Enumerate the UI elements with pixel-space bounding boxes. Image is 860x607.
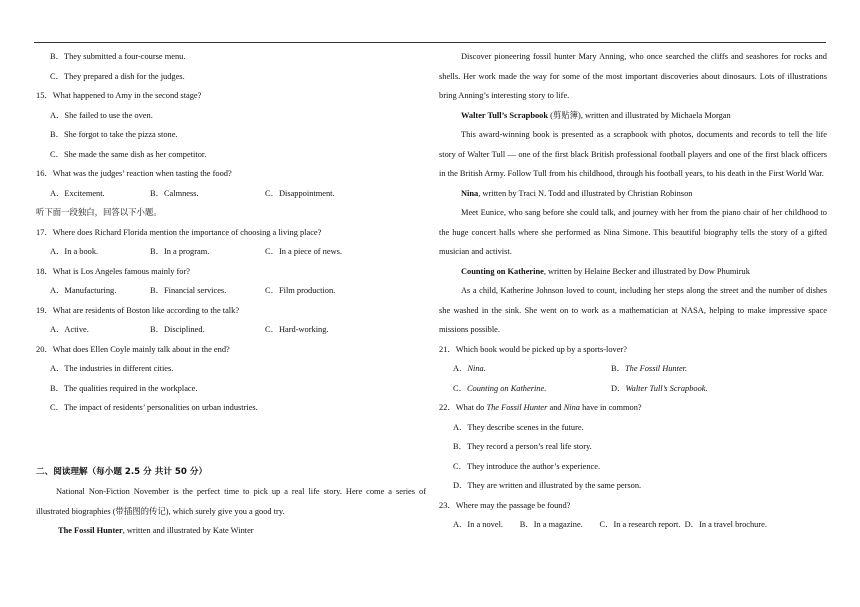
q21-option-d-text: Walter Tull’s Scrapbook. <box>625 383 708 393</box>
q22-stem-pre: 22．What do <box>439 403 487 412</box>
q21-option-b-text: The Fossil Hunter. <box>624 364 688 373</box>
q20-option-c: C．The impact of residents’ personalities on urban industries. <box>50 403 258 412</box>
tull-heading <box>439 106 827 126</box>
intro-paragraph: National Non-Fiction November is the perfect time to pick up a real life story. Here come a series of illustrated biographies (带插图的传记), which surely give you a good try. <box>36 487 426 516</box>
q15-option-c: C．She made the same dish as her competitor. <box>50 149 207 159</box>
q21-option-a-text: Nina. <box>467 364 486 373</box>
q22-stem-mid: and <box>547 403 564 412</box>
q17-option-b: B．In a program. <box>150 247 210 256</box>
q21-option-c-letter: C． <box>453 383 467 393</box>
q17-stem: 17．Where does Richard Florida mention the importance of choosing a living place? <box>36 227 322 237</box>
q21-options-ab <box>439 359 827 379</box>
tull-paragraph: This award-winning book is presented as a scrapbook with photos, documents and records to tell the life story of Walter Tull — one of the first black British professional football players and one of the first black officers in the British Army. Follow Tull from his childhood, through his football years, to his death in the First World War. <box>439 130 827 178</box>
q21-option-d <box>611 379 708 399</box>
fossil-hunter-heading <box>36 521 426 541</box>
q21-options-cd <box>439 379 827 399</box>
q21-option-c-text: Counting on Katherine. <box>466 383 547 393</box>
q15-stem: 15．What happened to Amy in the second stage? <box>36 91 202 100</box>
q18-option-b: B．Financial services. <box>150 286 227 295</box>
q17-options <box>36 242 426 262</box>
q18-option-a: A．Manufacturing. <box>50 286 117 295</box>
monologue-instruction: 听下面一段独白，回答以下小题。 <box>36 208 162 217</box>
q21-option-c <box>453 379 611 399</box>
q23-options: A．In a novel. B．In a magazine. C．In a research report. D．In a travel brochure. <box>453 520 767 529</box>
q21-option-a-letter: A． <box>453 364 468 373</box>
nina-paragraph: Meet Eunice, who sang before she could talk, and journey with her from the piano chair of her childhood to the huge concert halls where she performed as Nina Simone. This beautiful biography tells the story of a gifted musician and activist. <box>439 208 827 256</box>
right-column <box>439 47 827 535</box>
spacer <box>36 418 426 463</box>
q22-stem-title-2: Nina <box>563 403 580 412</box>
q17-option-a: A．In a book. <box>50 247 99 256</box>
q22-option-c: C．They introduce the author’s experience. <box>453 461 601 471</box>
katherine-credit: , written by Helaine Becker and illustrated by Dow Phumiruk <box>543 266 750 276</box>
q22-stem-title-1: The Fossil Hunter <box>486 403 548 412</box>
q21-stem: 21．Which book would be picked up by a sports-lover? <box>439 344 627 354</box>
q21-option-b-letter: B． <box>611 364 625 373</box>
q22-option-b: B．They record a person’s real life story. <box>453 442 592 451</box>
fossil-hunter-title: The Fossil Hunter <box>58 526 123 535</box>
q15-option-b: B．She forgot to take the pizza stone. <box>50 130 178 139</box>
q21-option-d-letter: D． <box>611 383 626 393</box>
q22-option-d: D．They are written and illustrated by the same person. <box>453 481 642 490</box>
q19-option-c: C．Hard-working. <box>265 325 329 334</box>
q16-stem: 16．What was the judges’ reaction when tasting the food? <box>36 169 232 178</box>
q20-option-a: A．The industries in different cities. <box>50 364 174 373</box>
q18-option-c: C．Film production. <box>265 286 336 295</box>
katherine-paragraph: As a child, Katherine Johnson loved to count, including her steps along the street and the number of dishes she washed in the sink. She went on to work as a mathematician at NASA, helping to make impressive space missions possible. <box>439 286 827 334</box>
section-2-heading: 二、阅读理解（每小题 2.5 分 共计 50 分） <box>36 466 208 477</box>
q16-options <box>36 184 426 204</box>
q21-option-b <box>611 359 687 379</box>
q17-option-c: C．In a piece of news. <box>265 247 342 256</box>
q14-option-c: C．They prepared a dish for the judges. <box>50 71 185 81</box>
q16-option-a: A．Excitement. <box>50 188 105 198</box>
q20-stem: 20．What does Ellen Coyle mainly talk about in the end? <box>36 344 230 354</box>
nina-heading <box>439 184 827 204</box>
q21-option-a <box>453 359 611 379</box>
q14-option-b: B．They submitted a four-course menu. <box>50 52 186 61</box>
q18-options <box>36 281 426 301</box>
q18-stem: 18．What is Los Angeles famous mainly for? <box>36 266 190 276</box>
q19-option-b: B．Disciplined. <box>150 325 205 334</box>
katherine-heading <box>439 262 827 282</box>
header-rule <box>34 42 826 43</box>
nina-title: Nina <box>461 188 479 198</box>
q16-option-b: B．Calmness. <box>150 188 199 198</box>
tull-title: Walter Tull’s Scrapbook <box>461 110 549 120</box>
katherine-title: Counting on Katherine <box>461 266 544 276</box>
fossil-hunter-paragraph: Discover pioneering fossil hunter Mary Anning, who once searched the cliffs and seashores for rocks and shells. Her work made the way for some of the most important discoveries about dinosaurs. Lots of illustrations bring Anning’s interesting story to life. <box>439 52 827 100</box>
q22-option-a: A．They describe scenes in the future. <box>453 422 584 432</box>
left-column <box>36 47 426 541</box>
q22-stem-post: have in common? <box>579 403 642 412</box>
q23-stem: 23．Where may the passage be found? <box>439 500 571 510</box>
fossil-hunter-credit: , written and illustrated by Kate Winter <box>122 526 254 535</box>
q19-stem: 19．What are residents of Boston like according to the talk? <box>36 305 240 315</box>
q15-option-a: A．She failed to use the oven. <box>50 110 153 120</box>
q20-option-b: B．The qualities required in the workplace. <box>50 383 198 393</box>
tull-credit: (剪贴簿), written and illustrated by Michaela Morgan <box>548 110 731 120</box>
q22-stem <box>439 398 827 418</box>
nina-credit: , written by Traci N. Todd and illustrated by Christian Robinson <box>478 188 693 198</box>
q16-option-c: C．Disappointment. <box>265 188 335 198</box>
q19-options <box>36 320 426 340</box>
q19-option-a: A．Active. <box>50 325 89 334</box>
